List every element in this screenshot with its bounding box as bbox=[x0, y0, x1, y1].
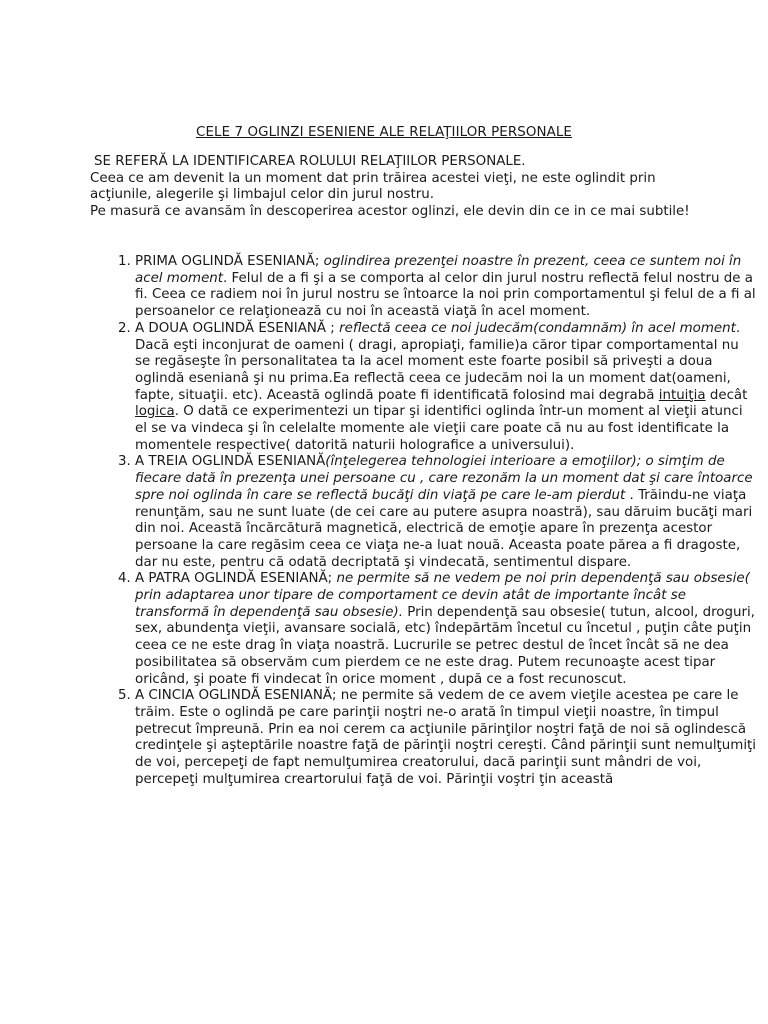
item-heading: PRIMA OGLINDĂ ESENIANĂ; bbox=[135, 254, 324, 269]
item-body: . O dată ce experimentezi un tipar şi identifici oglinda într-un moment al vieţii atunci el se va vindeca şi în celelalte momente ale vieţii care poate că nu au fost identificate la momentele respective( datorită naturii holografice a universului). bbox=[135, 404, 743, 453]
item-body: . Felul de a fi şi a se comporta al celor din jurul nostru reflectă felul nostru de a fi. Ceea ce radiem noi în jurul nostru se întoarce la noi prin comportamentul şi felul de a fi al persoanelor ce relaţionează cu noi în această viaţă în acel moment. bbox=[135, 270, 756, 320]
item-heading: A CINCIA OGLINDĂ ESENIANĂ; bbox=[135, 688, 341, 704]
item-body: . Dacă eşti inconjurat de oameni ( dragi, apropiaţi, familie)a căror tipar comportamental nu se regăseşte în personalitatea ta la acel moment este foarte posibil să priveşti a doua oglindă esenianâ şi nu prima.Ea reflectă ceea ce judecăm noi la un moment dat(oameni, fapte, situaţii. etc). Această oglindă poate fi identificată folosind mai degrabă bbox=[135, 320, 741, 403]
list-item bbox=[135, 321, 757, 455]
intro-lead: SE REFERĂ LA IDENTIFICAREA ROLULUI RELAŢIILOR PERSONALE. bbox=[94, 154, 526, 169]
item-body: Prin dependenţă sau obsesie( tutun, alcool, droguri, sex, abundenţa vieţii, avansare socială, etc) îndepărtăm încetul cu încetul , puţin câte puţin ceea ce ne este drag în viaţa noastră. Lucrurile se petrec destul de încet încât să ne dea posibilitatea să observăm cum pierdem ce ne este drag. Putem recunoaşte acest tipar oricând, şi poate fi vindecat în orice moment , după ce a fost recunoscut. bbox=[135, 604, 755, 687]
document-title: CELE 7 OGLINZI ESENIENE ALE RELAŢIILOR PERSONALE bbox=[196, 125, 572, 140]
item-heading: A PATRA OGLINDĂ ESENIANĂ; bbox=[135, 571, 337, 587]
underlined-word: logica bbox=[135, 404, 175, 420]
item-heading: A TREIA OGLINDĂ ESENIANĂ bbox=[135, 454, 326, 470]
list-item bbox=[135, 454, 757, 571]
list-item bbox=[135, 688, 757, 788]
item-body: . Trăindu-ne viaţa renunţăm, sau ne sunt luate (de cei care au putere asupra noastră), sau dăruim bucăţi mari din noi. Această încărcătură magnetică, electrică de emoţie apare în prezenţa acestor persoane la care regăsim ceea ce viaţa ne-a luat nouă. Aceasta poate părea a fi dragoste, dar nu este, pentru că odată decriptată şi vindecată, sentimentul dispare. bbox=[135, 487, 753, 570]
underlined-word: intuiţia bbox=[658, 387, 706, 403]
intro-section bbox=[90, 154, 710, 221]
item-italic-text: oglindirea prezenţei noastre în prezent, ceea ce suntem noi în acel moment bbox=[135, 254, 742, 286]
item-body: decât bbox=[705, 387, 748, 403]
item-body: ne permite să vedem de ce avem vieţile acestea pe care le trăim. Este o oglindă pe care parinţii noştri ne-o arată în timpul vieţii noastre, în timpul petrecut împreună. Prin ea noi cerem ca acţiunile părinţilor noştri faţă de noi să oglindescă credinţele şi aşteptările noastre faţă de părinţii noştri cereşti. Când părinţii sunt nemulţumiţi de voi, percepeţi de fapt nemulţumirea creatorului, dacă parinţii sunt mândri de voi, percepeţi mulţumirea creartorului faţă de voi. Părinţii voştri ţin această bbox=[135, 688, 757, 787]
item-italic-text: ne permite să ne vedem pe noi prin dependenţă sau obsesie( prin adaptarea unor tipare de comportament ce devin atât de importante încât se transformă în dependenţă sau obsesie). bbox=[135, 571, 750, 620]
intro-paragraph-2: Pe masură ce avansăm în descoperirea acestor oglinzi, ele devin din ce in ce mai subtile! bbox=[90, 204, 690, 220]
intro-paragraph-1: Ceea ce am devenit la un moment dat prin trăirea acestei vieţi, ne este oglindit prin acţiunile, alegerile şi limbajul celor din jurul nostru. bbox=[90, 170, 656, 203]
item-italic-text: reflectă ceea ce noi judecăm(condamnăm) în acel moment bbox=[339, 320, 736, 336]
list-item bbox=[135, 571, 757, 688]
mirrors-list bbox=[90, 254, 757, 789]
item-heading: A DOUA OGLINDĂ ESENIANĂ ; bbox=[135, 320, 340, 336]
item-italic-text: (înţelegerea tehnologiei interioare a emoţiilor); o simţim de fiecare dată în prezenţa unei persoane cu , care rezonăm la un moment dat şi care întoarce spre noi oglinda în care se reflectă bucăţi din viaţă pe care le-am pierdut bbox=[135, 454, 753, 503]
list-item bbox=[135, 254, 757, 321]
